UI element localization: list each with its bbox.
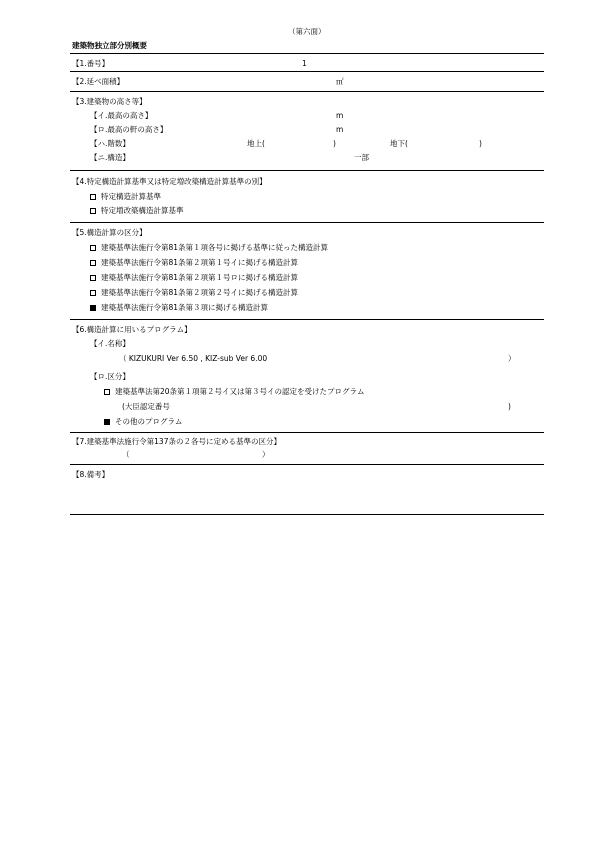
item3-label: 【3.建築物の高さ等】 xyxy=(72,97,147,106)
program-category-label: 【ロ.区分】 xyxy=(90,372,130,381)
option-specific-renovation-calc[interactable]: 特定増改築構造計算基準 xyxy=(90,207,184,215)
checkbox[interactable] xyxy=(104,389,110,395)
checkbox[interactable] xyxy=(90,208,96,214)
item8-label: 【8.備考】 xyxy=(72,470,110,479)
calc-option-5[interactable]: 建築基準法施行令第81条第３項に掲げる構造計算 xyxy=(90,304,268,312)
item7-close: ） xyxy=(262,450,270,459)
item2-label: 【2.延べ面積】 xyxy=(72,77,125,86)
checkbox[interactable] xyxy=(90,194,96,200)
above-ground-label: 地上( xyxy=(247,139,265,148)
max-height-label: 【イ.最高の高さ】 xyxy=(90,111,153,120)
floors-label: 【ハ.階数】 xyxy=(90,139,130,148)
item6-label: 【6.構造計算に用いるプログラム】 xyxy=(72,325,192,334)
certified-program-option[interactable]: 建築基準法第20条第１項第２号イ又は第３号イの認定を受けたプログラム xyxy=(104,388,364,396)
item7-open: （ xyxy=(122,450,130,459)
below-ground-close: ) xyxy=(479,139,482,148)
certification-number-label: (大臣認定番号 xyxy=(122,402,170,411)
item1-label: 【1.番号】 xyxy=(72,59,110,68)
above-ground-close: ) xyxy=(333,139,336,148)
checkbox-checked[interactable] xyxy=(90,305,96,311)
calc-option-2[interactable]: 建築基準法施行令第81条第２項第１号イに掲げる構造計算 xyxy=(90,259,298,267)
calc-option-3[interactable]: 建築基準法施行令第81条第２項第１号ロに掲げる構造計算 xyxy=(90,274,298,282)
item1-value: 1 xyxy=(302,59,307,68)
checkbox[interactable] xyxy=(90,275,96,281)
checkbox[interactable] xyxy=(90,260,96,266)
program-name-value: （ KIZUKURI Ver 6.50 , KIZ-sub Ver 6.00 xyxy=(119,354,268,363)
program-name-close: ） xyxy=(508,354,516,363)
item7-label: 【7.建築基準法施行令第137条の２各号に定める基準の区分】 xyxy=(72,437,281,446)
eave-height-label: 【ロ.最高の軒の高さ】 xyxy=(90,125,168,134)
other-program-option[interactable]: その他のプログラム xyxy=(104,418,182,426)
divider xyxy=(70,53,544,54)
option-specific-structural-calc[interactable]: 特定構造計算基準 xyxy=(90,193,161,201)
structure-value: 一部 xyxy=(354,153,369,162)
divider xyxy=(70,91,544,92)
divider xyxy=(70,319,544,320)
divider xyxy=(70,464,544,465)
calc-option-1[interactable]: 建築基準法施行令第81条第１項各号に掲げる基準に従った構造計算 xyxy=(90,244,328,252)
form-number: （第六面） xyxy=(288,27,326,36)
checkbox-checked[interactable] xyxy=(104,419,110,425)
calc-option-4[interactable]: 建築基準法施行令第81条第２項第２号イに掲げる構造計算 xyxy=(90,289,298,297)
item2-unit: ㎡ xyxy=(336,77,344,86)
item5-label: 【5.構造計算の区分】 xyxy=(72,228,147,237)
divider xyxy=(70,432,544,433)
divider xyxy=(70,71,544,72)
page-title: 建築物独立部分別概要 xyxy=(72,41,147,50)
checkbox[interactable] xyxy=(90,245,96,251)
below-ground-label: 地下( xyxy=(390,139,408,148)
eave-height-unit: m xyxy=(336,125,344,134)
item4-label: 【4.特定構造計算基準又は特定増改築構造計算基準の別】 xyxy=(72,177,267,186)
divider xyxy=(70,170,544,171)
divider xyxy=(70,514,544,515)
divider xyxy=(70,222,544,223)
max-height-unit: m xyxy=(336,111,344,120)
checkbox[interactable] xyxy=(90,290,96,296)
certification-number-close: ) xyxy=(508,402,511,411)
program-name-label: 【イ.名称】 xyxy=(90,339,130,348)
structure-label: 【ニ.構造】 xyxy=(90,153,130,162)
